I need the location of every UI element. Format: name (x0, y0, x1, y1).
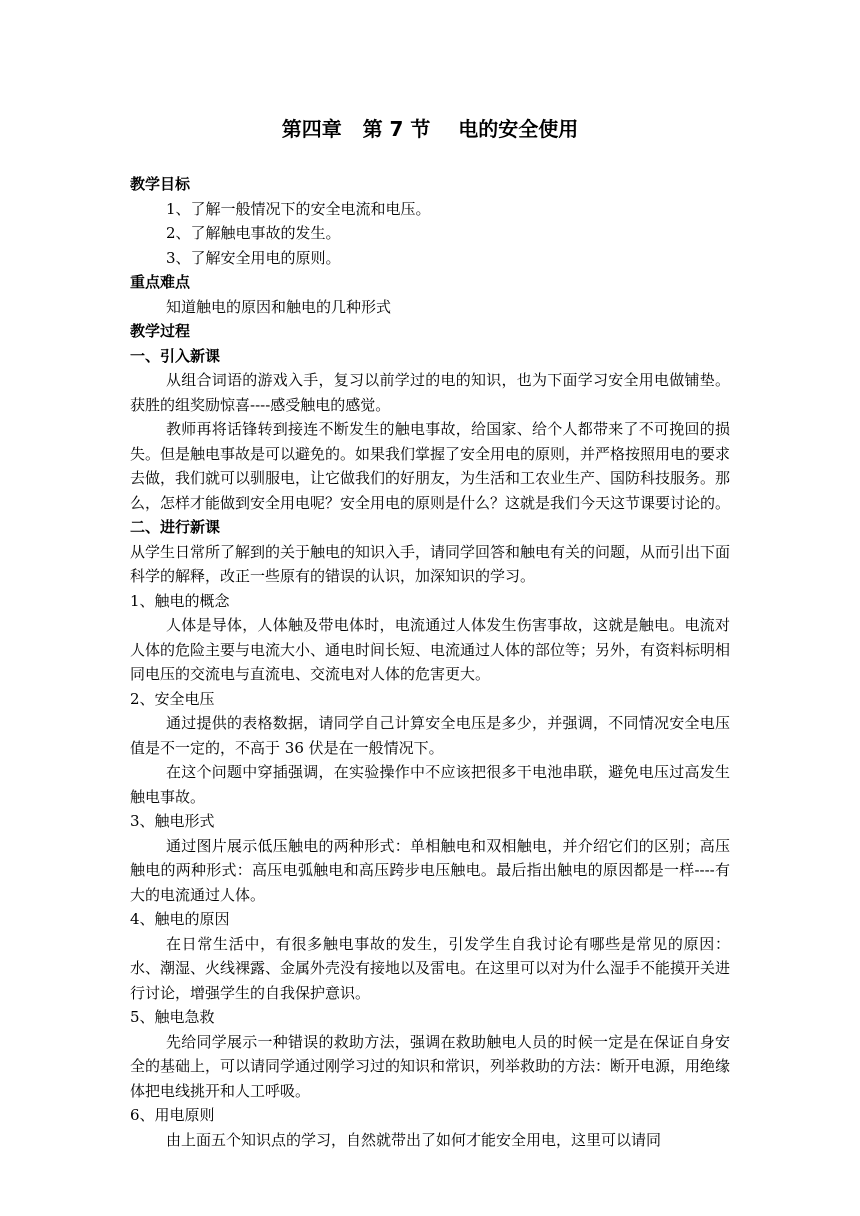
document-body (130, 172, 730, 1152)
goal-item: 3、了解安全用电的原则。 (166, 248, 341, 267)
section-paragraph: 由上面五个知识点的学习，自然就带出了如何才能安全用电，这里可以请同 (166, 1130, 662, 1149)
section-paragraph: 人体是导体，人体触及带电体时，电流通过人体发生伤害事故，这就是触电。电流对人体的危险主要与电流大小、通电时间长短、电流通过人体的部位等；另外，有资料标明相同电压的交流电与直流电、交流电对人体的危害更大。 (130, 616, 731, 683)
key-points-heading: 重点难点 (130, 273, 191, 291)
intro-paragraph: 从组合词语的游戏入手，复习以前学过的电的知识，也为下面学习安全用电做铺垫。获胜的组奖励惊喜----感受触电的感觉。 (130, 371, 730, 414)
new-lesson-heading: 二、进行新课 (130, 518, 221, 536)
section-paragraph: 在日常生活中，有很多触电事故的发生，引发学生自我讨论有哪些是常见的原因：水、潮湿、火线裸露、金属外壳没有接地以及雷电。在这里可以对为什么湿手不能摸开关进行讨论，增强学生的自我保护意识。 (130, 934, 731, 1002)
intro-heading: 一、引入新课 (130, 346, 221, 365)
goals-heading: 教学目标 (130, 175, 191, 193)
section-paragraph: 通过图片展示低压触电的两种形式：单相触电和双相触电，并介绍它们的区别；高压触电的两种形式：高压电弧触电和高压跨步电压触电。最后指出触电的原因都是一样----有大的电流通过人体。 (130, 836, 730, 904)
section-title: 5、触电急救 (130, 1008, 215, 1026)
document-page (130, 0, 730, 1216)
section-title: 2、安全电压 (130, 689, 215, 708)
goal-item: 1、了解一般情况下的安全电流和电压。 (166, 199, 431, 218)
goal-item: 2、了解触电事故的发生。 (166, 224, 341, 242)
key-points-text: 知道触电的原因和触电的几种形式 (166, 297, 392, 316)
section-title: 4、触电的原因 (130, 910, 230, 928)
section-title: 6、用电原则 (130, 1106, 215, 1124)
section-paragraph: 在这个问题中穿插强调，在实验操作中不应该把很多干电池串联，避免电压过高发生触电事故。 (130, 763, 730, 806)
process-heading: 教学过程 (130, 322, 191, 340)
section-paragraph: 通过提供的表格数据，请同学自己计算安全电压是多少，并强调，不同情况安全电压值是不一定的，不高于 36 伏是在一般情况下。 (130, 714, 730, 757)
section-title: 3、触电形式 (130, 812, 215, 830)
section-title: 1、触电的概念 (130, 591, 230, 610)
page-title: 第四章 第 7 节 电的安全使用 (281, 117, 579, 141)
new-lesson-lead: 从学生日常所了解到的关于触电的知识入手，请同学回答和触电有关的问题，从而引出下面科学的解释，改正一些原有的错误的认识，加深知识的学习。 (130, 542, 731, 585)
intro-paragraph: 教师再将话锋转到接连不断发生的触电事故，给国家、给个人都带来了不可挽回的损失。但是触电事故是可以避免的。如果我们掌握了安全用电的原则，并严格按照用电的要求去做，我们就可以驯服电，让它做我们的好朋友，为生活和工农业生产、国防科技服务。那么，怎样才能做到安全用电呢？安全用电的原则是什么？这就是我们今天这节课要讨论的。 (130, 420, 731, 512)
section-paragraph: 先给同学展示一种错误的救助方法，强调在救助触电人员的时候一定是在保证自身安全的基础上，可以请同学通过刚学习过的知识和常识，列举救助的方法：断开电源，用绝缘体把电线挑开和人工呼吸。 (130, 1032, 731, 1100)
